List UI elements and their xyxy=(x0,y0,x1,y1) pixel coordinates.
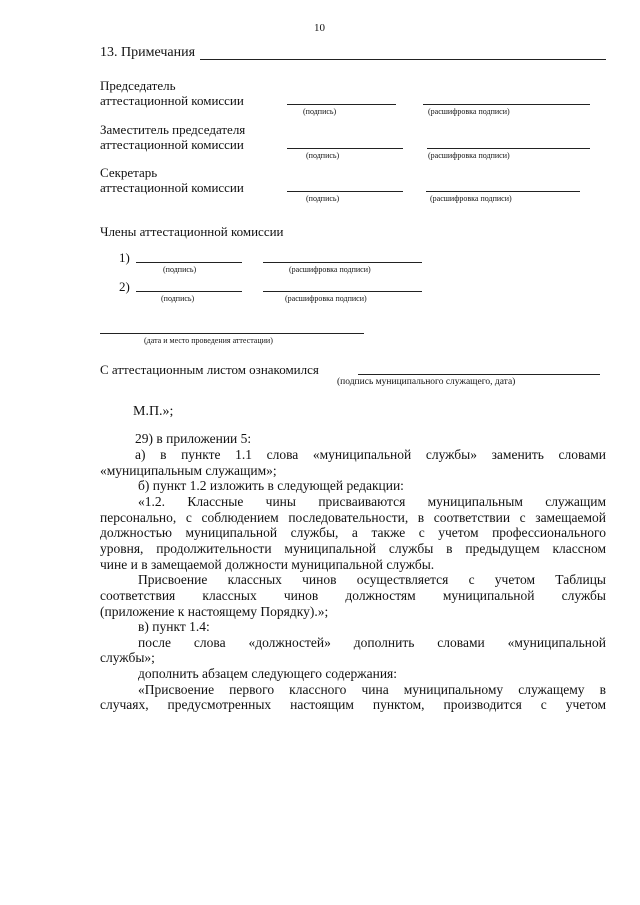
member-2-signature-line xyxy=(136,291,242,292)
acquainted-label: С аттестационным листом ознакомился xyxy=(100,362,319,377)
body-line-15: службы»; xyxy=(100,650,155,665)
secretary-signature-line xyxy=(287,191,403,192)
body-line-11: соответствия классных чинов должностям муниципальной службы xyxy=(100,588,606,603)
secretary-sig-caption: (подпись) xyxy=(306,194,340,203)
body-line-2: а) в пункте 1.1 слова «муниципальной службы» заменить словами xyxy=(135,447,606,462)
deputy-signature-line xyxy=(287,148,403,149)
body-line-8: уровня, продолжительности муниципальной службы в предыдущем классном xyxy=(100,541,606,556)
page-number: 10 xyxy=(314,22,325,34)
chairman-role-line2: аттестационной комиссии xyxy=(100,93,244,108)
deputy-decode-line xyxy=(427,148,590,149)
body-line-3: «муниципальным служащим»; xyxy=(100,463,277,478)
member-1-signature-line xyxy=(136,262,242,263)
body-line-18: случаях, предусмотренных настоящим пунктом, производится с учетом xyxy=(100,697,606,712)
date-place-line xyxy=(100,333,364,334)
seal-mark: М.П.»; xyxy=(133,404,174,419)
chairman-decode-caption: (расшифровка подписи) xyxy=(428,107,510,116)
members-heading: Члены аттестационной комиссии xyxy=(100,224,284,239)
body-line-4: б) пункт 1.2 изложить в следующей редакции: xyxy=(138,478,404,493)
member-1-decode-caption: (расшифровка подписи) xyxy=(289,265,371,274)
acquainted-signature-line xyxy=(358,374,600,375)
acquainted-caption: (подпись муниципального служащего, дата) xyxy=(337,377,516,387)
body-line-13: в) пункт 1.4: xyxy=(138,619,210,634)
chairman-decode-line xyxy=(423,104,590,105)
body-line-9: чине и в замещаемой должности муниципальной службы. xyxy=(100,557,435,572)
secretary-decode-caption: (расшифровка подписи) xyxy=(430,194,512,203)
secretary-decode-line xyxy=(426,191,580,192)
secretary-role-line2: аттестационной комиссии xyxy=(100,180,244,195)
notes-label: 13. Примечания xyxy=(100,45,196,60)
body-line-14: после слова «должностей» дополнить словами «муниципальной xyxy=(138,635,606,650)
deputy-role-line2: аттестационной комиссии xyxy=(100,137,244,152)
body-line-6: персонально, с соблюдением последовательности, в соответствии с замещаемой xyxy=(100,510,606,525)
member-1-sig-caption: (подпись) xyxy=(163,265,197,274)
deputy-role-line1: Заместитель председателя xyxy=(100,122,246,137)
chairman-sig-caption: (подпись) xyxy=(303,107,337,116)
body-line-17: «Присвоение первого классного чина муниципальному служащему в xyxy=(138,682,606,697)
body-line-5: «1.2. Классные чины присваиваются муниципальным служащим xyxy=(138,494,606,509)
date-place-caption: (дата и место проведения аттестации) xyxy=(144,336,273,345)
body-line-7: должностью муниципальной службы, а также с учетом профессионального xyxy=(100,525,606,540)
member-2-decode-caption: (расшифровка подписи) xyxy=(285,294,367,303)
member-1-decode-line xyxy=(263,262,422,263)
deputy-sig-caption: (подпись) xyxy=(306,151,340,160)
chairman-signature-line xyxy=(287,104,396,105)
body-line-16: дополнить абзацем следующего содержания: xyxy=(138,666,398,681)
chairman-role-line1: Председатель xyxy=(100,78,176,93)
deputy-decode-caption: (расшифровка подписи) xyxy=(428,151,510,160)
member-2-number: 2) xyxy=(119,279,130,294)
notes-line xyxy=(200,59,606,60)
body-line-1: 29) в приложении 5: xyxy=(135,431,252,446)
body-line-10: Присвоение классных чинов осуществляется с учетом Таблицы xyxy=(138,572,606,587)
secretary-role-line1: Секретарь xyxy=(100,165,158,180)
member-2-decode-line xyxy=(263,291,422,292)
member-1-number: 1) xyxy=(119,250,130,265)
member-2-sig-caption: (подпись) xyxy=(161,294,195,303)
body-line-12: (приложение к настоящему Порядку).»; xyxy=(100,604,329,619)
